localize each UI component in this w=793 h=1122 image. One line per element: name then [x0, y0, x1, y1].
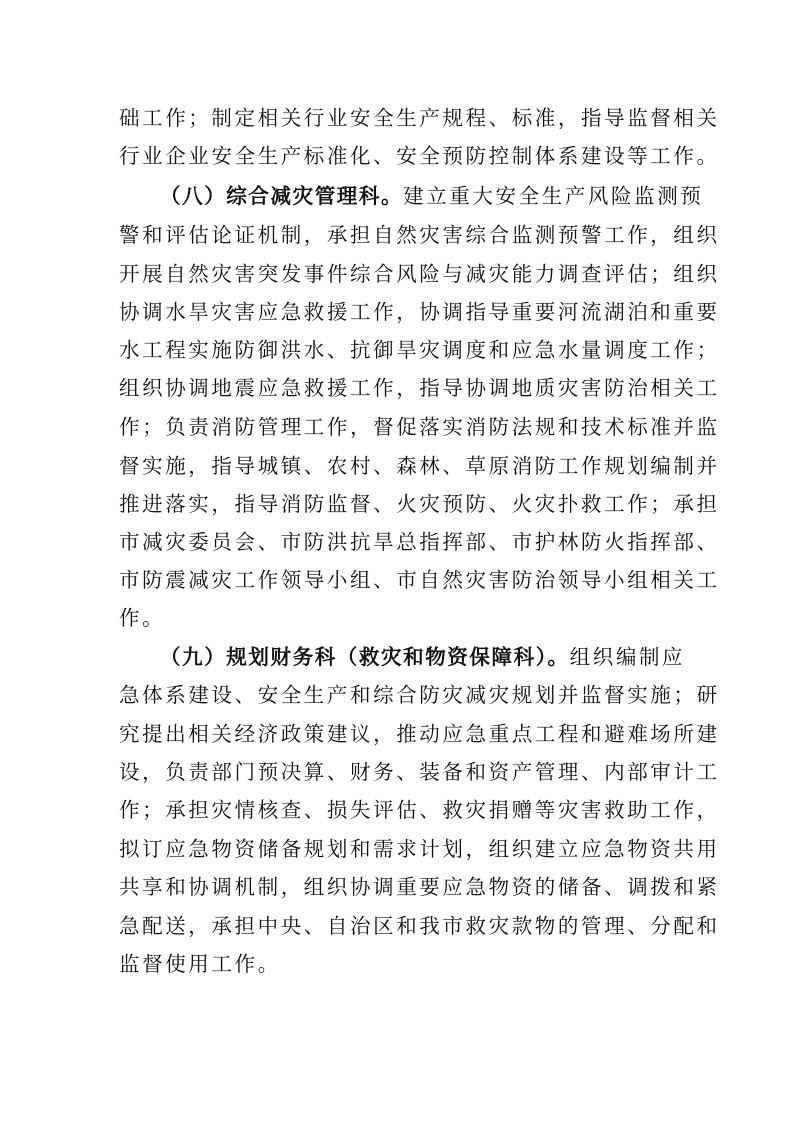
- section-8-first-line: [160, 184, 704, 208]
- section-9-first-line: [160, 645, 686, 669]
- text-line: 急体系建设、安全生产和综合防灾减灾规划并监督实施；研: [119, 683, 720, 707]
- text-line: 拟订应急物资储备规划和需求计划，组织建立应急物资共用: [119, 837, 720, 861]
- text-line: 设，负责部门预决算、财务、装备和资产管理、内部审计工: [119, 760, 720, 784]
- text-line: 作。: [119, 606, 166, 630]
- text-line: 水工程实施防御洪水、抗御旱灾调度和应急水量调度工作；: [119, 338, 720, 362]
- text-line: 共享和协调机制，组织协调重要应急物资的储备、调拨和紧: [119, 875, 720, 899]
- text-line: 究提出相关经济政策建议，推动应急重点工程和避难场所建: [119, 722, 720, 746]
- text-line: 作；负责消防管理工作，督促落实消防法规和技术标准并监: [119, 415, 720, 439]
- section-8-text: 建立重大安全生产风险监测预: [403, 184, 704, 208]
- text-line: 市防震减灾工作领导小组、市自然灾害防治领导小组相关工: [119, 568, 720, 592]
- text-line: 市减灾委员会、市防洪抗旱总指挥部、市护林防火指挥部、: [119, 530, 720, 554]
- text-line: 警和评估论证机制，承担自然灾害综合监测预警工作，组织: [119, 223, 720, 247]
- section-9-heading: （九）规划财务科（救灾和物资保障科）。: [160, 645, 570, 669]
- text-line: 础工作；制定相关行业安全生产规程、标准，指导监督相关: [119, 106, 720, 130]
- text-line: 急配送，承担中央、自治区和我市救灾款物的管理、分配和: [119, 914, 720, 938]
- text-line: 行业企业安全生产标准化、安全预防控制体系建设等工作。: [119, 144, 720, 168]
- section-9-text: 组织编制应: [569, 645, 686, 669]
- text-line: 督实施，指导城镇、农村、森林、草原消防工作规划编制并: [119, 454, 720, 478]
- text-line: 协调水旱灾害应急救援工作，协调指导重要河流湖泊和重要: [119, 300, 720, 324]
- text-line: 推进落实，指导消防监督、火灾预防、火灾扑救工作；承担: [119, 492, 720, 516]
- section-8-heading: （八）综合减灾管理科。: [160, 184, 404, 208]
- text-line: 作；承担灾情核查、损失评估、救灾捐赠等灾害救助工作，: [119, 798, 720, 822]
- text-line: 监督使用工作。: [119, 952, 281, 976]
- text-line: 组织协调地震应急救援工作，指导协调地质灾害防治相关工: [119, 376, 720, 400]
- text-line: 开展自然灾害突发事件综合风险与减灾能力调查评估；组织: [119, 262, 720, 286]
